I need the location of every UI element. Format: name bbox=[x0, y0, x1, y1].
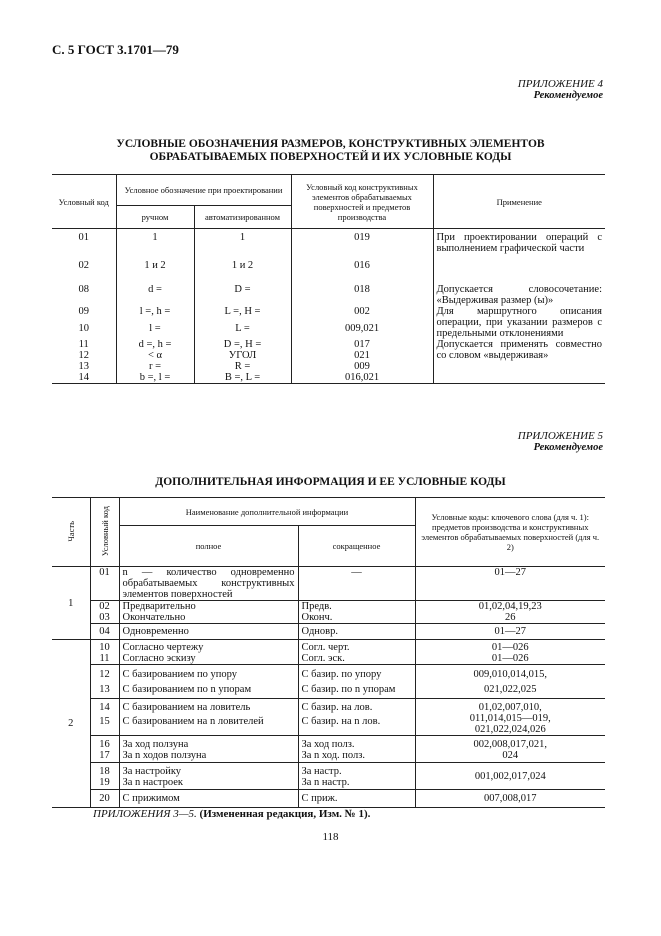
table-row: 14 15 С базированием на ловитель С базированием на n ловителей С базир. на лов. С базир. на n лов. 01,02,007,010, 011,014,015—019, 021,022,024,026 bbox=[52, 699, 605, 736]
t1-header-code: Условный код bbox=[52, 175, 116, 229]
t1-header-manual: ручном bbox=[116, 206, 194, 229]
t1-usage-4: Допускается применять совместно со словом «выдерживая» bbox=[436, 339, 602, 361]
t2-header-name: Наименование дополнительной информации bbox=[119, 498, 415, 526]
table-row: 16 17 За ход ползуна За n ходов ползуна За ход полз. За n ход. полз. 002,008,017,021, 024 bbox=[52, 736, 605, 763]
part-2: 2 bbox=[52, 640, 90, 808]
table-row: 14 b =, l = B =, L = 016,021 bbox=[52, 372, 605, 384]
t1-header-auto: автоматизированном bbox=[194, 206, 291, 229]
table-row: 10 l = L = 009,021 bbox=[52, 323, 605, 340]
table-row: 11 d =, h = D =, H = 017 Допускается применять совместно со словом «выдерживая» bbox=[52, 339, 605, 350]
page-number: 118 bbox=[322, 831, 339, 843]
table-row: 01 1 1 019 При проектировании операций с выполнением графической части bbox=[52, 229, 605, 257]
table-row: 13 r = R = 009 bbox=[52, 361, 605, 372]
table-row: 02 1 и 2 1 и 2 016 bbox=[52, 257, 605, 284]
table-row: 12 < α УГОЛ 021 bbox=[52, 350, 605, 361]
codes-table bbox=[52, 174, 605, 384]
table-row: 2 10 11 Согласно чертежу Согласно эскизу Согл. черт. Согл. эск. 01—026 01—026 bbox=[52, 640, 605, 665]
t1-usage-3: Для маршрутного описания операции, при указании размеров с предельными отклонениями bbox=[436, 306, 602, 339]
table2-title: ДОПОЛНИТЕЛЬНАЯ ИНФОРМАЦИЯ И ЕЕ УСЛОВНЫЕ КОДЫ bbox=[155, 476, 506, 488]
table1-title-line2: ОБРАБАТЫВАЕМЫХ ПОВЕРХНОСТЕЙ И ИХ УСЛОВНЫЕ КОДЫ bbox=[149, 151, 512, 163]
footnote-italic: ПРИЛОЖЕНИЯ 3—5. bbox=[93, 808, 197, 820]
page-header: С. 5 ГОСТ 3.1701—79 bbox=[52, 42, 179, 57]
table-row: 12 13 С базированием по упору С базированием по n упорам С базир. по упору С базир. по n упорам 009,010,014,015, 021,022,025 bbox=[52, 665, 605, 699]
table1-title bbox=[0, 138, 661, 164]
footnote bbox=[93, 808, 370, 820]
appendix-5-subtitle: Рекомендуемое bbox=[533, 442, 603, 453]
appendix-5-label bbox=[518, 430, 603, 454]
t1-usage-1: При проектировании операций с выполнением графической части bbox=[436, 232, 602, 254]
table-row: 02 03 Предварительно Окончательно Предв. Оконч. 01,02,04,19,23 26 bbox=[52, 601, 605, 624]
t2-header-full: полное bbox=[119, 526, 298, 567]
table-row: 18 19 За настройку За n настроек За настр. За n настр. 001,002,017,024 bbox=[52, 763, 605, 790]
appendix-4-title: ПРИЛОЖЕНИЕ 4 bbox=[517, 78, 603, 90]
t2-header-codes: Условные коды: ключевого слова (для ч. 1): предметов производства и конструктивных элементов обрабатываемых поверхностей (для ч. 2) bbox=[415, 498, 605, 567]
table-row: 08 d = D = 018 Допускается словосочетание: «Выдерживая размер (ы)» bbox=[52, 284, 605, 306]
t1-header-usage: Применение bbox=[433, 175, 605, 229]
t2-header-code: Условный код bbox=[90, 498, 119, 567]
additional-info-table bbox=[52, 497, 605, 808]
footnote-bold: (Измененная редакция, Изм. № 1). bbox=[199, 808, 371, 820]
t2-header-part: Часть bbox=[52, 498, 90, 567]
t1-header-cond-code: Условный код конструктивных элементов обрабатываемых поверхностей и предметов производства bbox=[291, 175, 433, 229]
table1-title-line1: УСЛОВНЫЕ ОБОЗНАЧЕНИЯ РАЗМЕРОВ, КОНСТРУКТИВНЫХ ЭЛЕМЕНТОВ bbox=[116, 138, 545, 150]
table-row: 20 С прижимом С приж. 007,008,017 bbox=[52, 790, 605, 808]
table-row: 04 Одновременно Одновр. 01—27 bbox=[52, 624, 605, 640]
t1-header-designation: Условное обозначение при проектировании bbox=[116, 175, 291, 206]
appendix-4-label bbox=[518, 78, 603, 102]
t1-usage-2: Допускается словосочетание: «Выдерживая размер (ы)» bbox=[436, 284, 602, 306]
appendix-5-title: ПРИЛОЖЕНИЕ 5 bbox=[517, 430, 603, 442]
table-row: 1 01 n — количество одновременно обрабатываемых конструктивных элементов поверхностей — 01—27 bbox=[52, 567, 605, 601]
appendix-4-subtitle: Рекомендуемое bbox=[533, 90, 603, 101]
part-1: 1 bbox=[52, 567, 90, 640]
t2-header-short: сокращенное bbox=[298, 526, 415, 567]
table-row: 09 l =, h = L =, H = 002 Для маршрутного описания операции, при указании размеров с предельными отклонениями bbox=[52, 306, 605, 323]
